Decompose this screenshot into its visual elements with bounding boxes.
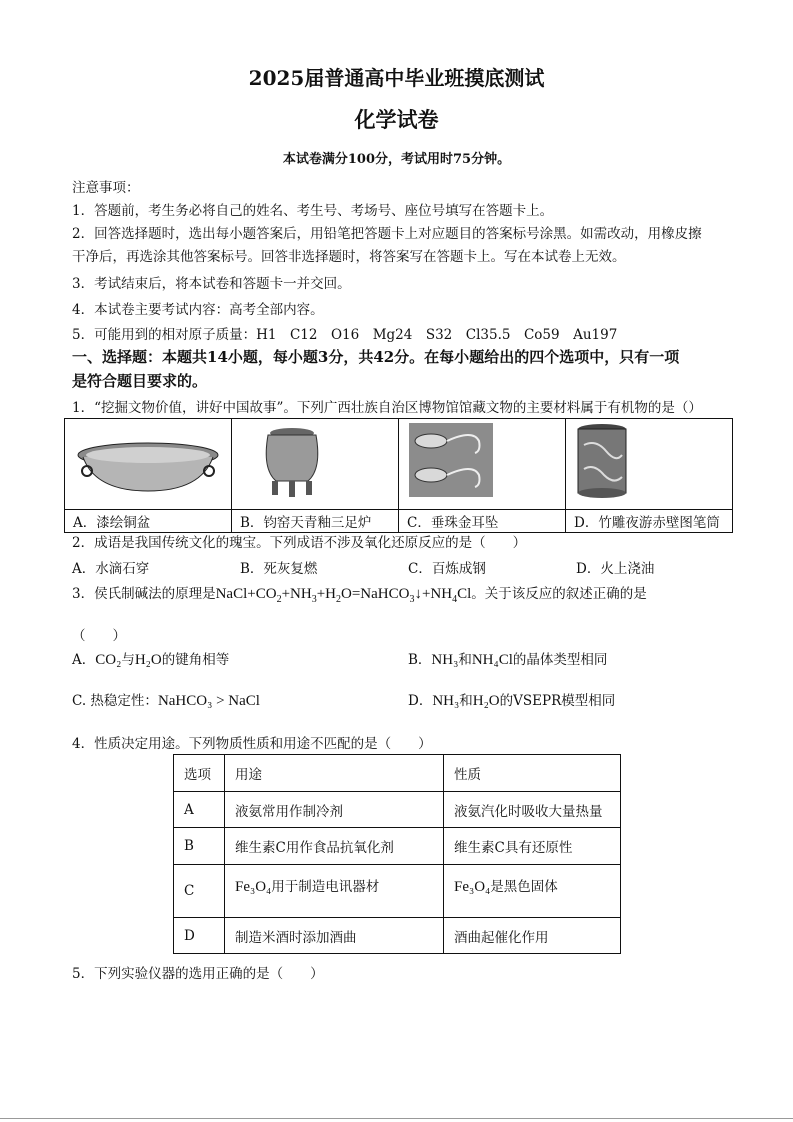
- q1-image-c: [399, 419, 566, 510]
- note-5: 5．可能用到的相对原子质量：H1 C12 O16 Mg24 S32 Cl35.5 Co59 Au197: [72, 327, 618, 343]
- exam-info: 本试卷满分100分，考试用时75分钟。: [282, 152, 511, 167]
- exam-title: 2025届普通高中毕业班摸底测试: [248, 66, 545, 90]
- formula: H₂O: [472, 693, 500, 709]
- note-1: 1．答题前，考生务必将自己的姓名、考生号、考场号、座位号填写在答题卡上。: [72, 203, 554, 219]
- q3-stem-prefix: 3．侯氏制碱法的原理是: [72, 586, 216, 602]
- eq-part: O=NaHCO: [340, 586, 410, 602]
- option-label: B．: [408, 652, 432, 668]
- formula: NH₄Cl: [471, 652, 513, 668]
- q4-stem: 4．性质决定用途。下列物质性质和用途不匹配的是（ ）: [72, 736, 432, 752]
- eq-part: +NH: [281, 586, 312, 602]
- q2-option-a: A．水滴石穿: [72, 561, 150, 577]
- q3-paren: （ ）: [72, 628, 126, 644]
- q4-row-c-property: [444, 865, 621, 918]
- q3-stem: [72, 582, 647, 605]
- q4-header-property: 性质: [444, 755, 621, 792]
- note-2: 2．回答选择题时，选出每小题答案后，用铅笔把答题卡上对应题目的答案标号涂黑。如需改动，用橡皮擦: [72, 226, 702, 242]
- q4-header-use: 用途: [225, 755, 444, 792]
- q4-row-c-use: [225, 865, 444, 918]
- q3-equation: [215, 586, 472, 605]
- note-4: 4．本试卷主要考试内容：高考全部内容。: [72, 302, 324, 318]
- option-text: 和: [458, 652, 472, 668]
- formula: NaHCO₃ > NaCl: [157, 693, 260, 709]
- section-heading: 一、选择题：本题共14小题，每小题3分，共42分。在每小题给出的四个选项中，只有一项: [72, 348, 680, 366]
- q4-row-b-property: 维生素C具有还原性: [444, 828, 621, 865]
- eq-part: NaCl+CO: [215, 586, 277, 602]
- bamboo-brush-pot-image: [566, 419, 732, 505]
- q4-header-option: 选项: [174, 755, 225, 792]
- q1-option-a: A．漆绘铜盆: [65, 510, 232, 533]
- bronze-basin-image: [65, 419, 231, 505]
- eq-sub: 3: [409, 594, 415, 605]
- q4-row-a-property: 液氨汽化时吸收大量热量: [444, 792, 621, 828]
- option-label: D．: [408, 693, 433, 709]
- q3-option-b: [408, 648, 607, 669]
- exam-subtitle: 化学试卷: [354, 107, 439, 132]
- q1-image-a: [65, 419, 232, 510]
- note-3: 3．考试结束后，将本试卷和答题卡一并交回。: [72, 276, 351, 292]
- eq-part: +H: [316, 586, 336, 602]
- q4-row-d-property: 酒曲起催化作用: [444, 918, 621, 954]
- option-text: 的晶体类型相同: [512, 652, 608, 668]
- option-label: C. 热稳定性：: [72, 693, 158, 709]
- q1-option-d: D．竹雕夜游赤壁图笔筒: [566, 510, 733, 533]
- tripod-censer-image: [232, 419, 398, 505]
- cell-text: 用于制造电讯器材: [271, 879, 380, 895]
- eq-sub: 4: [452, 594, 458, 605]
- q4-row-a-use: 液氨常用作制冷剂: [225, 792, 444, 828]
- eq-sub: 3: [311, 594, 317, 605]
- eq-sub: 2: [276, 594, 282, 605]
- q3-option-c: [72, 689, 260, 710]
- page-bottom-divider: [0, 1118, 793, 1119]
- q1-stem: 1．“挖掘文物价值，讲好中国故事”。下列广西壮族自治区博物馆馆藏文物的主要材料属于有机物的是（）: [72, 400, 702, 416]
- q1-options-table: [64, 418, 733, 533]
- option-label: A．: [72, 652, 96, 668]
- q1-option-c: C．垂珠金耳坠: [399, 510, 566, 533]
- option-text: 的VSEPR模型相同: [499, 693, 616, 709]
- q3-stem-suffix: 。关于该反应的叙述正确的是: [471, 586, 647, 602]
- formula: CO₂: [95, 652, 122, 668]
- q3-option-a: [72, 648, 229, 669]
- eq-part: ↓+NH: [414, 586, 453, 602]
- q2-option-c: C．百炼成钢: [408, 561, 486, 577]
- q2-stem: 2．成语是我国传统文化的瑰宝。下列成语不涉及氧化还原反应的是（ ）: [72, 535, 527, 551]
- q1-image-d: [566, 419, 733, 510]
- option-text: 和: [459, 693, 473, 709]
- q4-row-a-label: A: [174, 792, 225, 828]
- q4-row-b-use: 维生素C用作食品抗氧化剂: [225, 828, 444, 865]
- gold-earring-image: [399, 419, 565, 505]
- formula: Fe₃O₄: [235, 879, 272, 895]
- notes-heading: 注意事项：: [72, 180, 140, 196]
- option-text: 的键角相等: [161, 652, 230, 668]
- cell-text: 是黑色固体: [490, 879, 558, 895]
- formula: H₂O: [134, 652, 162, 668]
- q4-row-d-label: D: [174, 918, 225, 954]
- q4-row-b-label: B: [174, 828, 225, 865]
- section-heading-cont: 是符合题目要求的。: [72, 372, 208, 390]
- q2-option-d: D．火上浇油: [576, 561, 655, 577]
- q4-row-c-label: C: [174, 865, 225, 918]
- eq-part: Cl: [457, 586, 472, 602]
- q4-table: [173, 754, 621, 954]
- q3-option-d: [408, 689, 615, 710]
- q1-option-b: B．钧窑天青釉三足炉: [232, 510, 399, 533]
- formula: NH₃: [431, 652, 459, 668]
- eq-sub: 2: [335, 594, 341, 605]
- q2-option-b: B．死灰复燃: [240, 561, 318, 577]
- formula: Fe₃O₄: [454, 879, 491, 895]
- option-text: 与: [121, 652, 135, 668]
- formula: NH₃: [432, 693, 460, 709]
- q1-image-b: [232, 419, 399, 510]
- note-2-cont: 干净后，再选涂其他答案标号。回答非选择题时，将答案写在答题卡上。写在本试卷上无效。: [72, 249, 626, 265]
- q4-row-d-use: 制造米酒时添加酒曲: [225, 918, 444, 954]
- q5-stem: 5．下列实验仪器的选用正确的是（ ）: [72, 966, 324, 982]
